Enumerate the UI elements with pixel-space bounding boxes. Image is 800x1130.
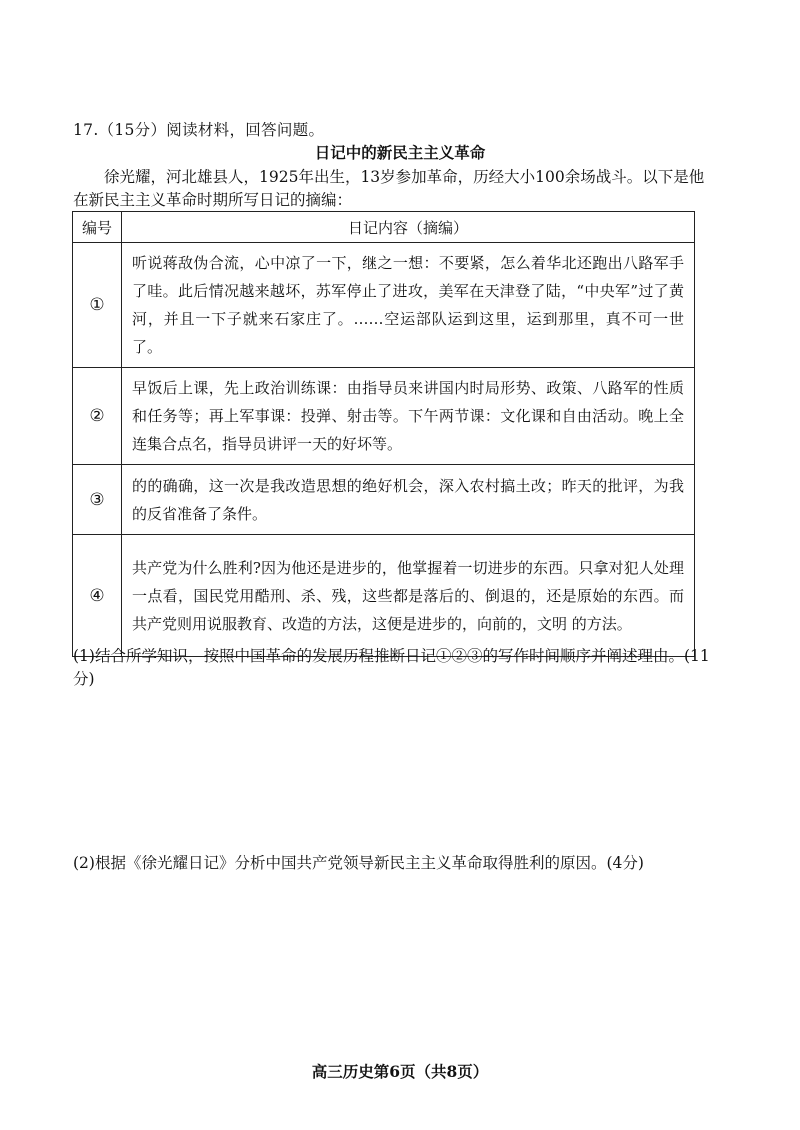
entry-text: 早饭后上课，先上政治训练课：由指导员来讲国内时局形势、政策、八路军的性质和任务等；再上军事课：投弹、射击等。下午两节课：文化课和自由活动。晚上全连集合点名，指导员讲评一天的好坏等。 [122,368,695,465]
entry-number: ① [73,243,122,368]
sub-question-1: (1)结合所学知识，按照中国革命的发展历程推断日记①②③的写作时间顺序并阐述理由。(11分) [73,647,710,688]
sub-question-2: (2)根据《徐光耀日记》分析中国共产党领导新民主主义革命取得胜利的原因。(4分) [73,854,644,872]
table-row [73,465,695,535]
material-intro: 徐光耀，河北雄县人，1925年出生，13岁参加革命，历经大小100余场战斗。以下是他在新民主主义革命时期所写日记的摘编： [73,168,705,209]
question-header: 17.（15分）阅读材料，回答问题。 [73,121,325,139]
entry-number: ② [73,368,122,465]
header-content: 日记内容（摘编） [122,212,695,243]
table-row [73,368,695,465]
diary-table [72,211,695,657]
entry-number: ④ [73,535,122,657]
table-header-row [73,212,695,243]
entry-text: 听说蒋敌伪合流，心中凉了一下，继之一想：不要紧，怎么着华北还跑出八路军手了哇。此后情况越来越坏，苏军停止了进攻，美军在天津登了陆，“中央军”过了黄河，并且一下子就来石家庄了。……空运部队运到这里，运到那里，真不可一世了。 [122,243,695,368]
entry-text: 的的确确，这一次是我改造思想的绝好机会，深入农村搞土改；昨天的批评，为我的反省准备了条件。 [122,465,695,535]
header-number: 编号 [73,212,122,243]
table-row [73,243,695,368]
entry-text: 共产党为什么胜利?因为他还是进步的，他掌握着一切进步的东西。只拿对犯人处理一点看，国民党用酷刑、杀、残，这些都是落后的、倒退的，还是原始的东西。而共产党则用说服教育、改造的方法，这便是进步的，向前的，文明 的方法。 [122,535,695,657]
entry-number: ③ [73,465,122,535]
page-footer: 高三历史第6页（共8页） [311,1062,489,1081]
material-title: 日记中的新民主主义革命 [314,143,486,162]
table-row [73,535,695,657]
